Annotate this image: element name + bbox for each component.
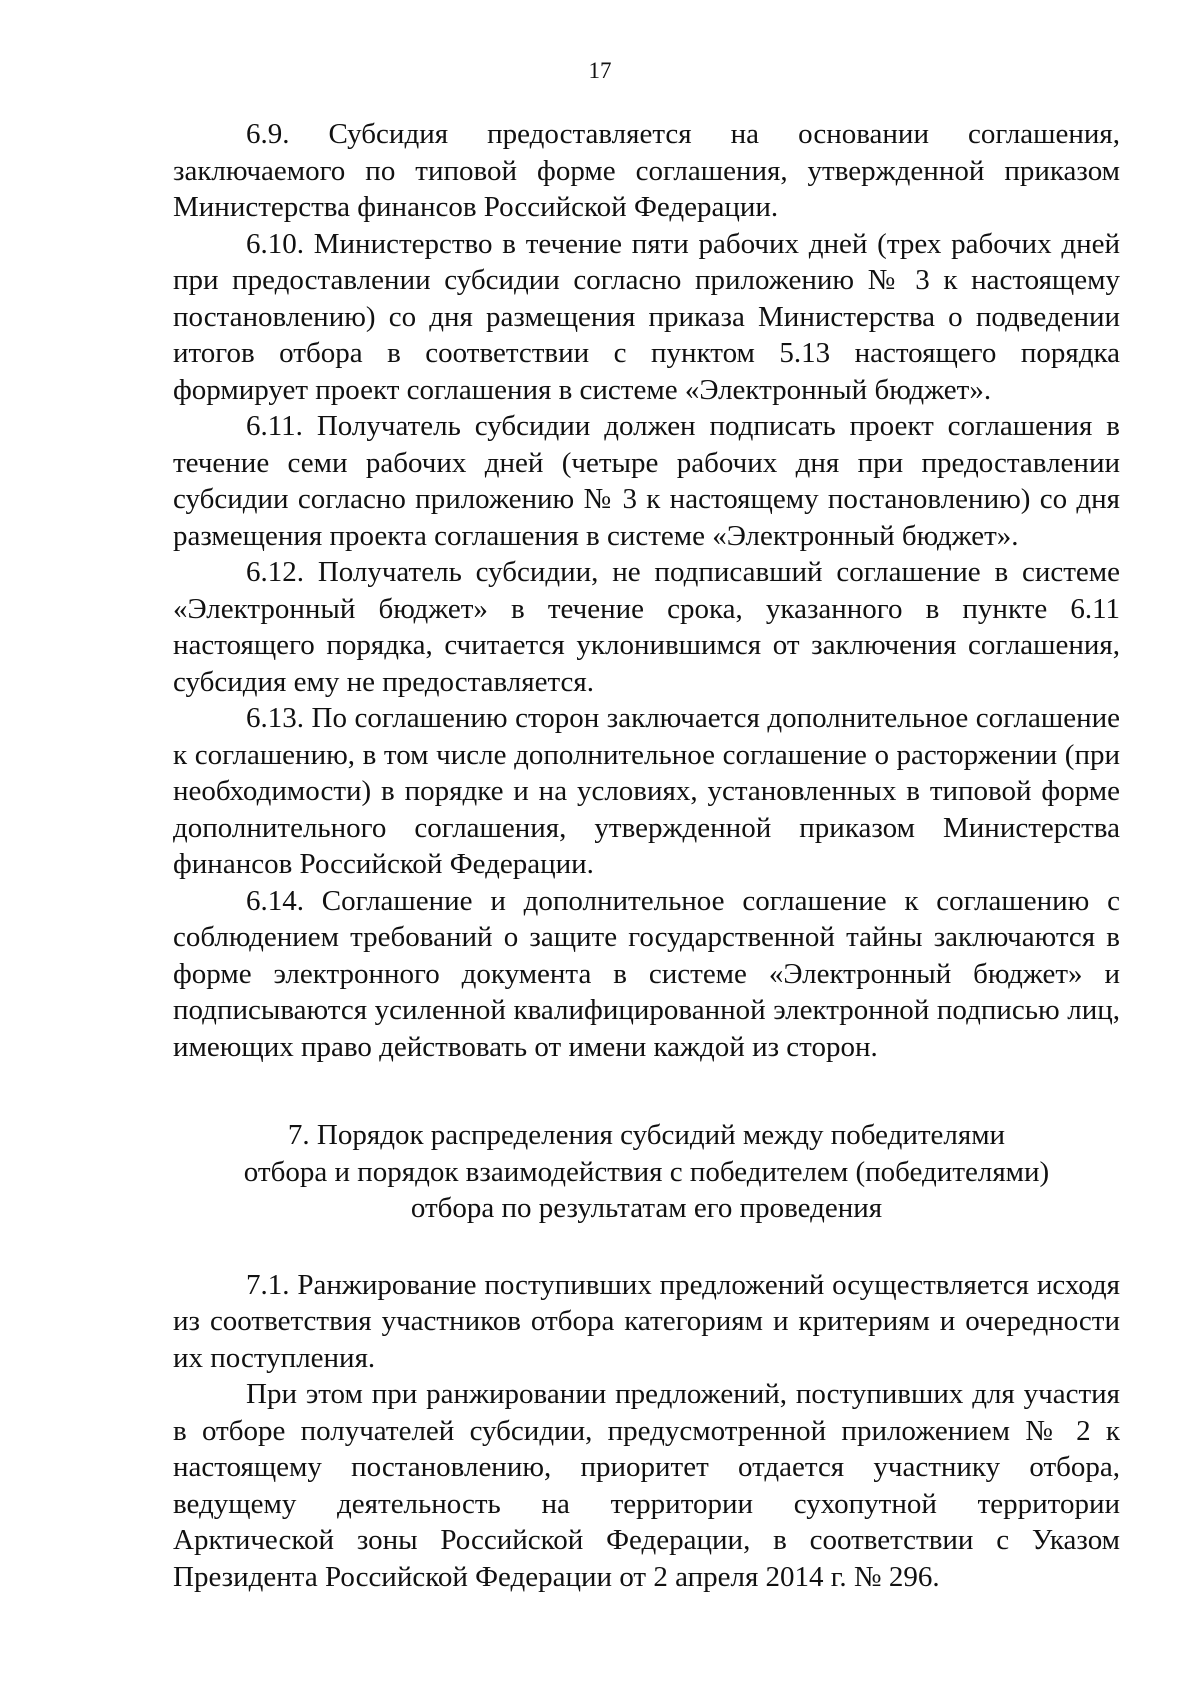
document-body	[173, 116, 1120, 1595]
section-heading-line: 7. Порядок распределения субсидий между победителями	[287, 1119, 1006, 1151]
paragraph-7-1: 7.1. Ранжирование поступивших предложений осуществляется исходя из соответствия участников отбора категориям и критериям и очередности их поступления.	[173, 1268, 1120, 1374]
paragraph-6-11: 6.11. Получатель субсидии должен подписать проект соглашения в течение семи рабочих дней (четыре рабочих дня при предоставлении субсидии согласно приложению № 3 к настоящему постановлению) со дня размещения проекта соглашения в системе «Электронный бюджет».	[173, 410, 1120, 552]
paragraph-6-10: 6.10. Министерство в течение пяти рабочих дней (трех рабочих дней при предоставлении субсидии согласно приложению № 3 к настоящему постановлению) со дня размещения приказа Министерства о подведении итогов отбора в соответствии с пунктом 5.13 настоящего порядка формирует проект соглашения в системе «Электронный бюджет».	[173, 227, 1120, 406]
paragraph-6-13: 6.13. По соглашению сторон заключается дополнительное соглашение к соглашению, в том числе дополнительное соглашение о расторжении (при необходимости) в порядке и на условиях, установленных в типовой форме дополнительного соглашения, утвержденной приказом Министерства финансов Российской Федерации.	[173, 702, 1120, 880]
page-number: 17	[588, 58, 612, 83]
paragraph-6-12: 6.12. Получатель субсидии, не подписавший соглашение в системе «Электронный бюджет» в течение срока, указанного в пункте 6.11 настоящего порядка, считается уклонившимся от заключения соглашения, субсидия ему не предоставляется.	[173, 556, 1120, 698]
paragraph-6-9: 6.9. Субсидия предоставляется на основании соглашения, заключаемого по типовой форме соглашения, утвержденной приказом Министерства финансов Российской Федерации.	[173, 118, 1120, 223]
section-heading-line: отбора по результатам его проведения	[410, 1192, 883, 1224]
section-7-heading	[173, 1117, 1120, 1227]
paragraph-6-14: 6.14. Соглашение и дополнительное соглашение к соглашению с соблюдением требований о защите государственной тайны заключаются в форме электронного документа в системе «Электронный бюджет» и подписываются усиленной квалифицированной электронной подписью лиц, имеющих право действовать от имени каждой из сторон.	[173, 884, 1120, 1063]
paragraph-7-1-priority: При этом при ранжировании предложений, поступивших для участия в отборе получателей субсидии, предусмотренной приложением № 2 к настоящему постановлению, приоритет отдается участнику отбора, ведущему деятельность на территории сухопутной территории Арктической зоны Российской Федерации, в соответствии с Указом Президента Российской Федерации от 2 апреля 2014 г. № 296.	[173, 1378, 1120, 1593]
section-heading-line: отбора и порядок взаимодействия с победителем (победителями)	[243, 1155, 1050, 1188]
